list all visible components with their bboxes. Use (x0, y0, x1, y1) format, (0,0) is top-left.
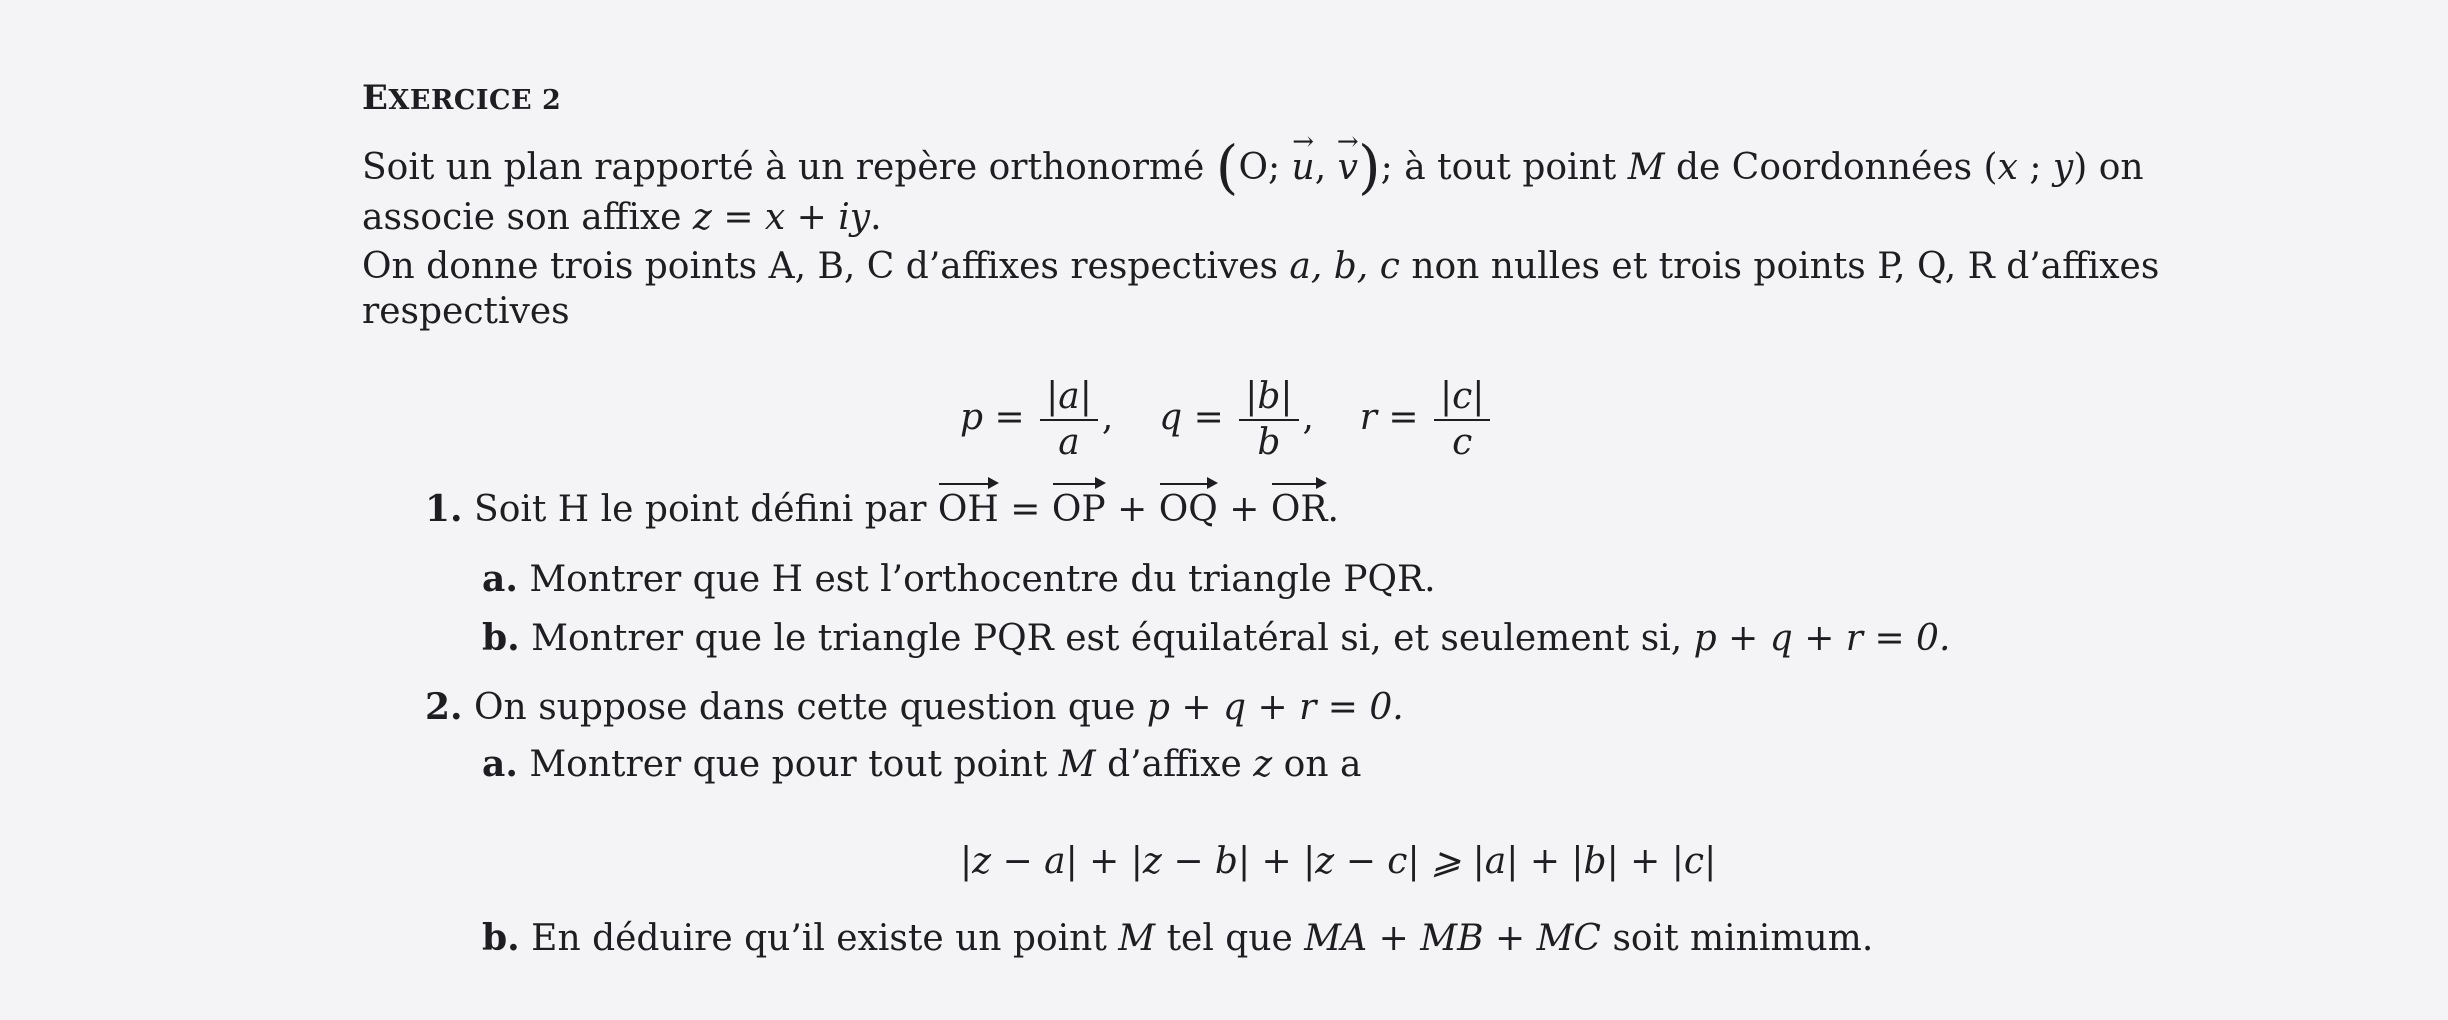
intro-line-2: associe son affixe z = x + iy. (362, 197, 882, 238)
inequality-formula: |z − a| + |z − b| + |z − c| ⩾ |a| + |b| + |c| (960, 841, 1717, 882)
intro-line-1: Soit un plan rapporté à un repère orthonormé (O; → u, → v); à tout point M de Coordonnées (x ; y) on (362, 145, 2144, 190)
fraction-p: $\frac{|a|}{a}$ (1040, 375, 1098, 465)
intro-line-3: On donne trois points A, B, C d’affixes respectives a, b, c non nulles et trois points P, Q, R d’affixes (362, 246, 2160, 287)
vector-OH: OH (937, 489, 999, 530)
question-1a: a. Montrer que H est l’orthocentre du triangle PQR. (482, 558, 1436, 600)
vector-v: → v (1338, 146, 1358, 190)
vector-u: → u (1292, 146, 1315, 190)
fraction-r: $\frac{|c|}{c}$ (1434, 375, 1490, 465)
intro-line-4: respectives (362, 291, 570, 332)
vector-OQ: OQ (1158, 489, 1218, 530)
question-2a: a. Montrer que pour tout point M d’affixe z on a (482, 743, 1362, 785)
question-2: 2. On suppose dans cette question que p + q + r = 0. (425, 686, 1404, 728)
vector-OR: OR (1270, 489, 1328, 530)
question-2b: b. En déduire qu’il existe un point M tel que MA + MB + MC soit minimum. (482, 917, 1874, 959)
fraction-q: $\frac{|b|}{b}$ (1239, 375, 1298, 465)
vector-OP: OP (1051, 489, 1106, 530)
question-1b: b. Montrer que le triangle PQR est équilatéral si, et seulement si, p + q + r = 0. (482, 617, 1951, 659)
formula-pqr: p = $\frac{|a|}{a}$ , q = $\frac{|b|}{b}$ , r = $\frac{|c|}{c}$ (960, 375, 1494, 465)
question-1: 1. Soit H le point défini par OH = OP + OQ + OR. (425, 488, 1339, 530)
exercise-title: EXERCICE 2 (362, 78, 562, 118)
